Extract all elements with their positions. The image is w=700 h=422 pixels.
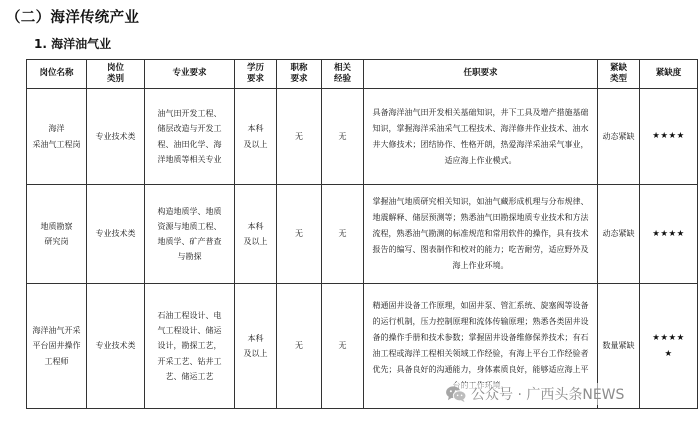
cell-title: 无	[277, 89, 322, 185]
cell-shortage-type: 数量紧缺	[598, 284, 640, 409]
cell-duty: 掌握油气地质研究相关知识，如油气藏形成机理与分布规律、 地震解释、储层预测等；熟悉油气田勘探地质专业技术和方法 流程，熟悉油气勘测的标准规范和常用软件的操作，具有技术 报告的编写、图表制作和校对的能力；吃苦耐劳，适应野外及 海上作业环境。	[364, 185, 598, 284]
subsection-title: 1. 海洋油气业	[34, 37, 112, 51]
watermark	[445, 383, 624, 405]
cell-name: 海洋油气开采 平台固井操作 工程师	[27, 284, 87, 409]
cell-name: 地质勘察 研究岗	[27, 185, 87, 284]
cell-name: 海洋 采油气工程岗	[27, 89, 87, 185]
cell-shortage-level: ★★★★ ★	[640, 284, 698, 409]
cell-category: 专业技术类	[87, 89, 145, 185]
header-name: 岗位名称	[27, 60, 87, 89]
cell-shortage-type: 动态紧缺	[598, 185, 640, 284]
cell-shortage-level: ★★★★	[640, 185, 698, 284]
header-category: 岗位 类别	[87, 60, 145, 89]
header-title: 职称 要求	[277, 60, 322, 89]
table-row	[27, 89, 698, 185]
header-major: 专业要求	[145, 60, 235, 89]
cell-duty: 具备海洋油气田开发相关基础知识，井下工具及增产措施基础 知识，掌握海洋采油采气工程技术、海洋修井作业技术、油水 井大修技术；团结协作、性格开朗，热爱海洋采油采气事业， 适应海上作业模式。	[364, 89, 598, 185]
cell-duty: 精通固井设备工作原理，如固井泵、管汇系统、旋塞阀等设备 的运行机制，压力控制原理和流体传输原理；熟悉各类固井设 备的操作手册和技术参数；掌握固井设备维修保养技术；有石 油工程或海洋工程相关领域工作经验，有海上平台工作经验者 优先；具备良好的沟通能力，身体素质良好，能够适应海上平	[364, 284, 598, 409]
cell-experience: 无	[322, 284, 364, 409]
cell-education: 本科 及以上	[235, 284, 277, 409]
cell-major: 构造地质学、地质 资源与地质工程、 地质学、矿产普查 与勘探	[145, 185, 235, 284]
header-experience: 相关 经验	[322, 60, 364, 89]
cell-category: 专业技术类	[87, 284, 145, 409]
cell-title: 无	[277, 284, 322, 409]
cell-shortage-type: 动态紧缺	[598, 89, 640, 185]
cell-category: 专业技术类	[87, 185, 145, 284]
cell-experience: 无	[322, 185, 364, 284]
cell-education: 本科 及以上	[235, 185, 277, 284]
table-row	[27, 185, 698, 284]
table-header-row	[27, 60, 698, 89]
job-table	[26, 59, 698, 409]
watermark-text: 公众号 · 广西头条NEWS	[471, 387, 625, 403]
header-shortage-level: 紧缺度	[640, 60, 698, 89]
cell-major: 油气田开发工程、 储层改造与开发工 程、油田化学、海 洋地质等相关专业	[145, 89, 235, 185]
cell-shortage-level: ★★★★	[640, 89, 698, 185]
header-duty: 任职要求	[364, 60, 598, 89]
wechat-icon	[445, 385, 467, 403]
section-title: （二）海洋传统产业	[6, 10, 140, 26]
cell-education: 本科 及以上	[235, 89, 277, 185]
cell-experience: 无	[322, 89, 364, 185]
header-shortage-type: 紧缺 类型	[598, 60, 640, 89]
header-education: 学历 要求	[235, 60, 277, 89]
cell-title: 无	[277, 185, 322, 284]
cell-major: 石油工程设计、电 气工程设计、储运 设计，勘探工艺， 开采工艺、钻井工 艺、储运工艺	[145, 284, 235, 409]
